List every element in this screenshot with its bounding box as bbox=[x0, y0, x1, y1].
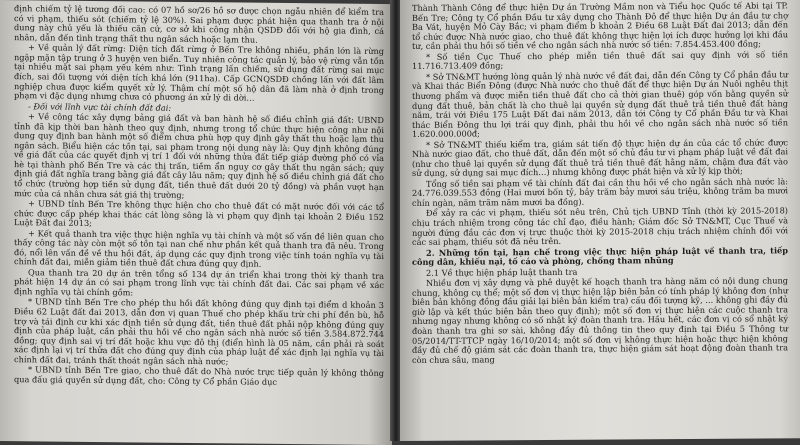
right-page bbox=[400, 0, 800, 441]
paragraph: định chiếm tỷ lệ tương đối cao: có 07 hồ sơ/26 hồ sơ được chọn ngẫu nhiên để kiểm tra có vi phạm, thiếu sót (chiếm tỷ lệ 30%). Sai phạm được phát hiện qua thanh tra ở nội dung này chủ yếu là thiếu căn cứ, cơ sở khi công nhận QSDĐ đối với hộ gia đình, cá nhân, dẫn đến tình trạng thất thu ngân sách hoặc lạm thu. bbox=[14, 3, 384, 45]
paragraph: + Về quản lý đất rừng: Diện tích đất rừng ở Bến Tre không nhiều, phần lớn là rừng ngập mặn tập trung ở 3 huyện ven biển. Tuy nhiên công tác quản lý, bảo vệ rừng vẫn tồn tại nhiều mặt sai phạm yếu kém như: Tình trạng lấn chiếm, sử dụng đất rừng sai mục đích, sai đối tượng với diện tích khá lớn (911ha). Cấp GCNQSDĐ chồng lấn với đất lâm nghiệp chưa được kiểm quyết xử lý. Thậm chí một số hộ dân đã làm nhà ở định trong phạm vi đặc dụng nhưng chưa có phương án xử lý di dời… bbox=[14, 42, 384, 103]
paragraph: * UBND tỉnh Bến Tre giao, cho thuê đất do Nhà nước trực tiếp quản lý không thông qua đấu giá quyền sử dụng đất, cho: Công ty Cổ phần Giáo dục bbox=[14, 364, 384, 387]
paragraph: * UBND tỉnh Bến Tre cho phép thu hồi đất không đúng quy định tại điểm d khoản 3 Điều 62 Luật đất đai 2013, dẫn đơn vị quan Thuế cho phép khấu trừ chi phí đền bù, hỗ trợ và tái định cư khi xác định tiền sử dụng đất, tiền thuê đất phải nộp không đúng quy định của pháp luật, cần phải thu hồi về cho ngân sách nhà nước số tiền 3.584.872.744 đồng; quy định sai vị trí đất hoặc khu vực đô thị (điển hình là 05 năm, cần phải rà soát xác định lại vị trí thửa đất cho đúng quy định của pháp luật để xác định lại nghĩa vụ tài chính đất đai, tránh thất thoát ngân sách nhà nước; bbox=[14, 296, 384, 367]
left-page bbox=[0, 0, 392, 445]
paragraph: + UBND tỉnh Bến Tre không thực hiện cho cho thuê đất có mặt nước đối với các tổ chức được cấp phép khai thác cát lòng sông là vi phạm quy định tại khoản 2 Điều 152 Luật Đất đai 2013; bbox=[14, 198, 384, 229]
paragraph: * Số tiền Cục Thuế cho phép miễn tiền thuê đất sai quy định với số tiền 11.716.713.409 đồng; bbox=[412, 49, 788, 72]
paragraph: Qua thanh tra 20 dự án trên tổng số 134 dự án triển khai trong thời kỳ thanh tra phát hiện 14 dự án có sai phạm trong lĩnh vực tài chính đất đai. Các sai phạm về xác định nghĩa vụ tài chính gồm: bbox=[14, 267, 384, 298]
paragraph: Để xảy ra các vi phạm, thiếu sót nêu trên, Chủ tịch UBND Tỉnh (thời kỳ 2015-2018) chịu trách nhiệm trong công tác chỉ đạo, điều hành; Giám đốc Sở TN&MT, Cục Thuế và người đứng đầu các đơn vị trực thuộc thời kỳ 2015-2018 chịu trách nhiệm chính đối với các sai phạm, thiếu sót đã nêu trên. bbox=[412, 205, 788, 248]
section-heading: 2. Những tồn tại, hạn chế trong việc thực hiện pháp luật về thanh tra, tiếp công dân, khiếu nại, tố cáo và phòng, chống tham nhũng bbox=[412, 244, 788, 268]
subsection-heading: 2.1 Về thực hiện pháp luật thanh tra bbox=[426, 266, 578, 278]
paragraph: + Về công tác xây dựng bảng giá đất và ban hành hệ số điều chỉnh giá đất: UBND tỉnh đã kịp thời ban hành theo quy định, nhưng trong tổ chức thực hiện công như nội dung quy định ban hành một số điểm chưa phù hợp quy định gây thất thu hoặc lạm thu ngân sách. Biểu hiện các tồn tại, sai phạm trong nội dung này là: Quy định không đúng về giá đất của các quyết định vị trí 1 đối với những thửa đất tiếp giáp đường phố có vỉa hè tại thành phố Bến Tre và các thị trấn, tiềm ẩn nguy cơ gây thất thu ngân sách; quy định giá đất nghĩa trang bằng giá đất cây lâu năm; quy định hệ số điều chỉnh giá đất cho tổ chức (trường hợp tiền sử dụng đất, tiền thuê đất dưới 20 tỷ đồng) và phần vượt hạn mức của cá nhân chưa sát giá thị trường; bbox=[14, 111, 384, 200]
paragraph: Thành Thành Công để thực hiện Dự án Trường Mầm non và Tiểu học Quốc tế Abi tại TP. Bến Tre; Công ty Cổ phần Đầu tư xây dựng cho Thành Đô để thực hiện Dự án đầu tư chợ Ba Vát, huyện Mỏ Cày Bắc; vi phạm điểm b khoản 2 Điều 68 Luật Đất đai 2013; dẫn đến tổ chức được Nhà nước giao, cho thuê đất không thực hiện lợi ích được hưởng lợi khi đầu tư, cần phải thu hồi số tiền về cho ngân sách nhà nước số tiền: 7.854.453.400 đồng; bbox=[412, 0, 788, 52]
paragraph: Nhiều đơn vị xây dựng và phê duyệt kế hoạch thanh tra hàng năm có nội dung chung chung, không cụ thể; một số đơn vị thực hiện lập biên bản có tính pháp lý không đơn (như biên bản không đồng đầu giải lại biên bản kiểm tra) cấu đối tượng kỹ, ... không ghi đầy đủ giờ lập và kết thúc biên bản theo quy định); một số đơn vị thực hiện các cuộc thanh tra nhưng ngay nhưng không có số nhật ký đoàn thanh tra. Hầu hết, các đơn vị có sổ nhật ký đoàn thanh tra ghi sơ sài, không đầy đủ thông tin theo quy định tại Điều 5 Thông tư 05/2014/TT-TTCP ngày 16/10/2014; một số đơn vị không thực hiện hoặc thực hiện không đầy đủ chế độ giám sát các đoàn thanh tra, thực hiện giám sát hoạt động đoàn thanh tra còn chưa sâu, mang bbox=[412, 275, 788, 365]
paragraph: Tổng số tiền sai phạm về tài chính đất đai cần thu hồi về cho ngân sách nhà nước là: 24.776.039.553 đồng (Hai mươi bốn tỷ, bảy trăm bảy mươi sáu triệu, không trăm ba mươi chín ngàn, năm trăm năm mươi ba đồng). bbox=[412, 176, 788, 208]
paragraph: + Kết quả thanh tra việc thực hiện nghĩa vụ tài chính và một số vấn đề liên quan cho thấy công tác này còn một số tồn tại nan chế như phần kết quả thanh tra đã nêu. Trong đó, nổi lên vấn đề về thu hồi đất, áp dụng các quy định trong việc tính toán nghĩa vụ tài chính đất đai, miễn giảm tiền thuê đất chưa đúng quy định. bbox=[14, 227, 384, 270]
paragraph: * Sở TN&MT hướng lòng quản lý nhà nước về đất đai, dẫn đến Công ty Cổ phần đầu tư và Khai thác Biển Đông (được Nhà nước cho thuê đất để thực hiện Dự án Nuôi nghêu thịt thương phẩm và được miễn tiền thuê đất cho cả thời gian thuê) góp vốn bằng quyền sử dụng đất thuê, bản chất là cho thuê lại quyền sử dụng đất thuê trả tiền thuê đất hàng năm, trái với Điều 175 Luật Đất đai năm 2013, dẫn tới Công ty Cổ phần Đầu tư và Khai thác Biển Đông thu lợi trái quy định, phải thu hồi về cho ngân sách nhà nước số tiền 1.620.000.000đ; bbox=[412, 69, 788, 140]
paragraph: * Sở TN&MT thiếu kiểm tra, giám sát tiến độ thực hiện dự án của các tổ chức được Nhà nước giao đất, cho thuê đất, dẫn đến một số chủ đầu tư vi phạm pháp luật về đất đai (như cho thuê lại quyền sử dụng đất thuê trả tiền thuê đất hằng năm, chậm đưa đất vào sử dụng, sử dụng sai mục đích…) nhưng không được phát hiện và xử lý kịp thời; bbox=[412, 136, 788, 179]
paragraph: - Đối với lĩnh vực tài chính đất đai: bbox=[28, 100, 172, 113]
